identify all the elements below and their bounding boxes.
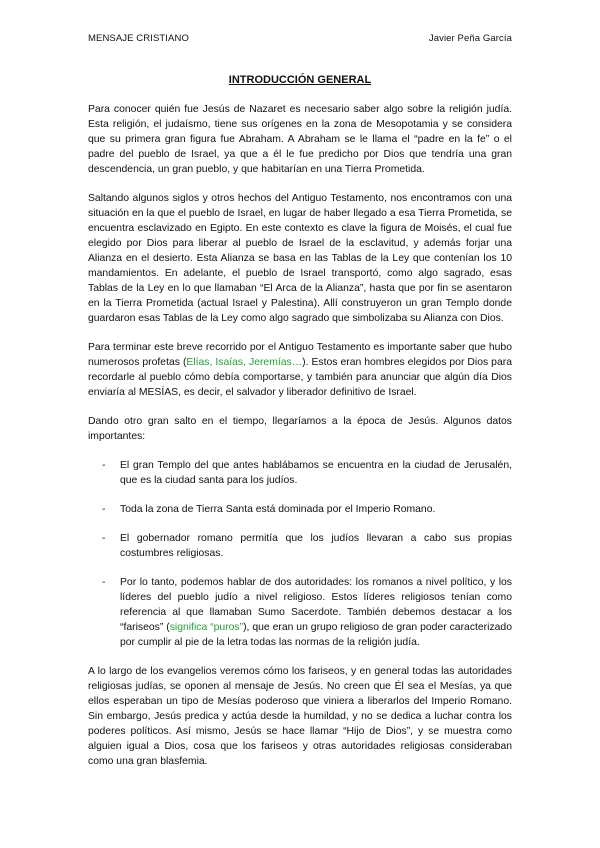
bullet-list [88, 458, 512, 650]
list-item-text: El gobernador romano permitía que los judíos llevaran a cabo sus propias costumbres religiosas. [120, 533, 512, 559]
bullet-dash: - [102, 533, 106, 544]
page-header [88, 33, 512, 44]
paragraph-3 [88, 340, 512, 400]
list-item-text: El gran Templo del que antes hablábamos se encuentra en la ciudad de Jerusalén, que es la ciudad santa para los judíos. [120, 460, 512, 486]
bullet-dash: - [102, 577, 106, 588]
header-left: MENSAJE CRISTIANO [88, 33, 189, 44]
list-item [88, 502, 512, 517]
list-item-text-before: Por lo tanto, podemos hablar de dos autoridades: los romanos a nivel político, y los líderes del pueblo judío a nivel religioso. Estos líderes religiosos tenían como referencia al que llamaban Sumo Sacerdote. También debemos destacar a los “fariseos” ( [120, 577, 512, 633]
list-item [88, 458, 512, 488]
bullet-dash: - [102, 460, 106, 471]
page-title: INTRODUCCIÓN GENERAL [228, 74, 372, 86]
bullet-dash: - [102, 504, 106, 515]
paragraph-3-before: Para terminar este breve recorrido por el Antiguo Testamento es importante saber que hubo numerosos profetas ( [88, 342, 512, 368]
list-item [88, 531, 512, 561]
header-right: Javier Peña García [428, 33, 512, 44]
paragraph-5: A lo largo de los evangelios veremos cómo los fariseos, y en general todas las autoridades religiosas judías, se oponen al mensaje de Jesús. No creen que Él sea el Mesías, ya que ellos esperaban un tipo de Mesías poderoso que viniera a liberarlos del Imperio Romano. Sin embargo, Jesús predica y actúa desde la humildad, y no se dedica a luchar contra los poderes políticos. Así mismo, Jesús se hace llamar “Hijo de Dios”, y se muestra como alguien igual a Dios, cosa que los fariseos y otras autoridades religiosas consideraban como una gran blasfemia. [88, 666, 512, 767]
paragraph-2: Saltando algunos siglos y otros hechos del Antiguo Testamento, nos encontramos con una situación en la que el pueblo de Israel, en lugar de haber llegado a esa Tierra Prometida, se encuentra esclavizado en Egipto. En este contexto es clave la figura de Moisés, el cual fue elegido por Dios para liberar al pueblo de Israel de la esclavitud, y además forjar una Alianza en el desierto. Esta Alianza se basa en las Tablas de la Ley que contenían los 10 mandamientos. En adelante, el pueblo de Israel transportó, como algo sagrado, esas Tablas de la Ley en lo que llamaban “El Arca de la Alianza”, hasta que por fin se asentaron en la Tierra Prometida (actual Israel y Palestina). Allí construyeron un gran Templo donde guardaron esas Tablas de la Ley como algo sagrado que simbolizaba su Alianza con Dios. [88, 193, 512, 324]
paragraph-1: Para conocer quién fue Jesús de Nazaret es necesario saber algo sobre la religión judía. Esta religión, el judaísmo, tiene sus orígenes en la zona de Mesopotamia y se considera que su primera gran figura fue Abraham. A Abraham se le llama el “padre en la fe” o el padre del pueblo de Israel, ya que a él le fue predicho por Dios que tendría una gran descendencia, un gran pueblo, y que habitarían en una Tierra Prometida. [88, 104, 512, 175]
paragraph-4: Dando otro gran salto en el tiempo, llegaríamos a la época de Jesús. Algunos datos importantes: [88, 416, 512, 442]
list-item [88, 575, 512, 650]
list-item-text-after: ), que eran un grupo religioso de gran poder caracterizado por cumplir al pie de la letra todas las normas de la religión judía. [120, 622, 512, 648]
prophets-highlight: Elías, Isaías, Jeremías… [186, 357, 303, 368]
fariseos-highlight: significa “puros” [169, 622, 244, 633]
list-item-text: Toda la zona de Tierra Santa está dominada por el Imperio Romano. [120, 504, 436, 515]
paragraph-3-after: ). Estos eran hombres elegidos por Dios para recordarle al pueblo cómo debía comportarse, y también para anunciar que algún día Dios enviaría al MESÍAS, es decir, el salvador y liberador definitivo de Israel. [88, 357, 512, 398]
